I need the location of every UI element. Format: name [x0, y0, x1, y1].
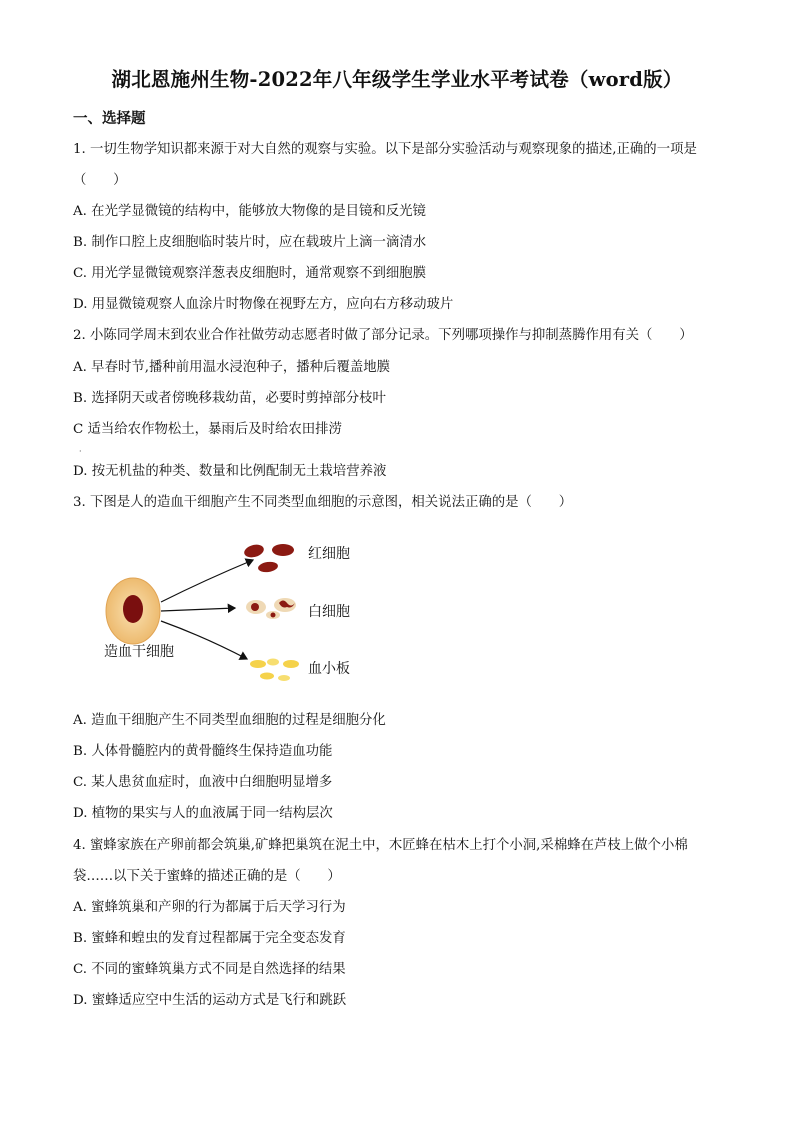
- q2-option-b: B. 选择阴天或者傍晚移栽幼苗，必要时剪掉部分枝叶: [73, 391, 386, 406]
- red-blood-cell: [272, 544, 294, 556]
- blood-cell-diagram-svg: [95, 535, 395, 685]
- stem-cell-nucleus: [123, 595, 143, 623]
- section-heading: 一、选择题: [73, 110, 146, 127]
- stem-cell-label: 造血干细胞: [104, 644, 174, 660]
- q2-option-d: D. 按无机盐的种类、数量和比例配制无土栽培营养液: [73, 464, 387, 479]
- q1-option-b: B. 制作口腔上皮细胞临时装片时，应在载玻片上滴一滴清水: [73, 235, 427, 250]
- q2-option-a: A. 早春时节,播种前用温水浸泡种子，播种后覆盖地膜: [73, 360, 391, 375]
- q1-option-d: D. 用显微镜观察人血涂片时物像在视野左方，应向右方移动玻片: [73, 297, 454, 312]
- white-blood-cell-nucleus: [271, 613, 276, 618]
- platelet: [260, 673, 274, 680]
- red-blood-cells: [243, 543, 294, 574]
- platelet-label: 血小板: [308, 661, 350, 677]
- platelet: [278, 675, 290, 681]
- platelet: [250, 660, 266, 668]
- red-cell-label: 红细胞: [308, 546, 350, 562]
- page-title: 湖北恩施州生物-2022年八年级学生学业水平考试卷（word版）: [111, 68, 683, 91]
- q3-option-c: C. 某人患贫血症时，血液中白细胞明显增多: [73, 775, 333, 790]
- q1-stem-line2: （ ）: [73, 173, 127, 188]
- q3-option-b: B. 人体骨髓腔内的黄骨髓终生保持造血功能: [73, 744, 333, 759]
- q3-option-a: A. 造血干细胞产生不同类型血细胞的过程是细胞分化: [73, 713, 386, 728]
- q4-option-a: A. 蜜蜂筑巢和产卵的行为都属于后天学习行为: [73, 900, 346, 915]
- q3-option-d: D. 植物的果实与人的血液属于同一结构层次: [73, 806, 333, 821]
- q4-stem-line1: 4. 蜜蜂家族在产卵前都会筑巢,矿蜂把巢筑在泥土中，木匠蜂在枯木上打个小洞,采棉蜂在芦枝上做个小棉: [73, 838, 688, 853]
- q4-stem-line2: 袋……以下关于蜜蜂的描述正确的是（ ）: [73, 869, 341, 884]
- blood-cell-diagram: [95, 535, 395, 685]
- q1-option-a: A. 在光学显微镜的结构中，能够放大物像的是目镜和反光镜: [73, 204, 426, 219]
- q2-option-c-mark: ·: [79, 447, 82, 456]
- q4-option-c: C. 不同的蜜蜂筑巢方式不同是自然选择的结果: [73, 962, 346, 977]
- red-blood-cell: [257, 561, 278, 574]
- q2-option-c: C 适当给农作物松土，暴雨后及时给农田排涝: [73, 422, 342, 437]
- q1-stem-line1: 1. 一切生物学知识都来源于对大自然的观察与实验。以下是部分实验活动与观察现象的描述,正确的一项是: [73, 142, 697, 157]
- white-blood-cell-nucleus: [251, 603, 259, 611]
- q3-stem: 3. 下图是人的造血干细胞产生不同类型血细胞的示意图，相关说法正确的是（ ）: [73, 495, 573, 510]
- q4-option-d: D. 蜜蜂适应空中生活的运动方式是飞行和跳跃: [73, 993, 347, 1008]
- platelet: [267, 659, 279, 666]
- platelet: [283, 660, 299, 668]
- q2-stem: 2. 小陈同学周末到农业合作社做劳动志愿者时做了部分记录。下列哪项操作与抑制蒸腾作用有关（ ）: [73, 328, 693, 343]
- arrow-to-red-cells: [161, 560, 253, 602]
- platelets: [250, 659, 299, 682]
- q1-option-c: C. 用光学显微镜观察洋葱表皮细胞时，通常观察不到细胞膜: [73, 266, 427, 281]
- white-cell-label: 白细胞: [308, 604, 350, 620]
- q4-option-b: B. 蜜蜂和蝗虫的发育过程都属于完全变态发育: [73, 931, 346, 946]
- white-blood-cells: [246, 598, 296, 619]
- arrow-to-white-cells: [161, 608, 235, 611]
- red-blood-cell: [243, 543, 265, 560]
